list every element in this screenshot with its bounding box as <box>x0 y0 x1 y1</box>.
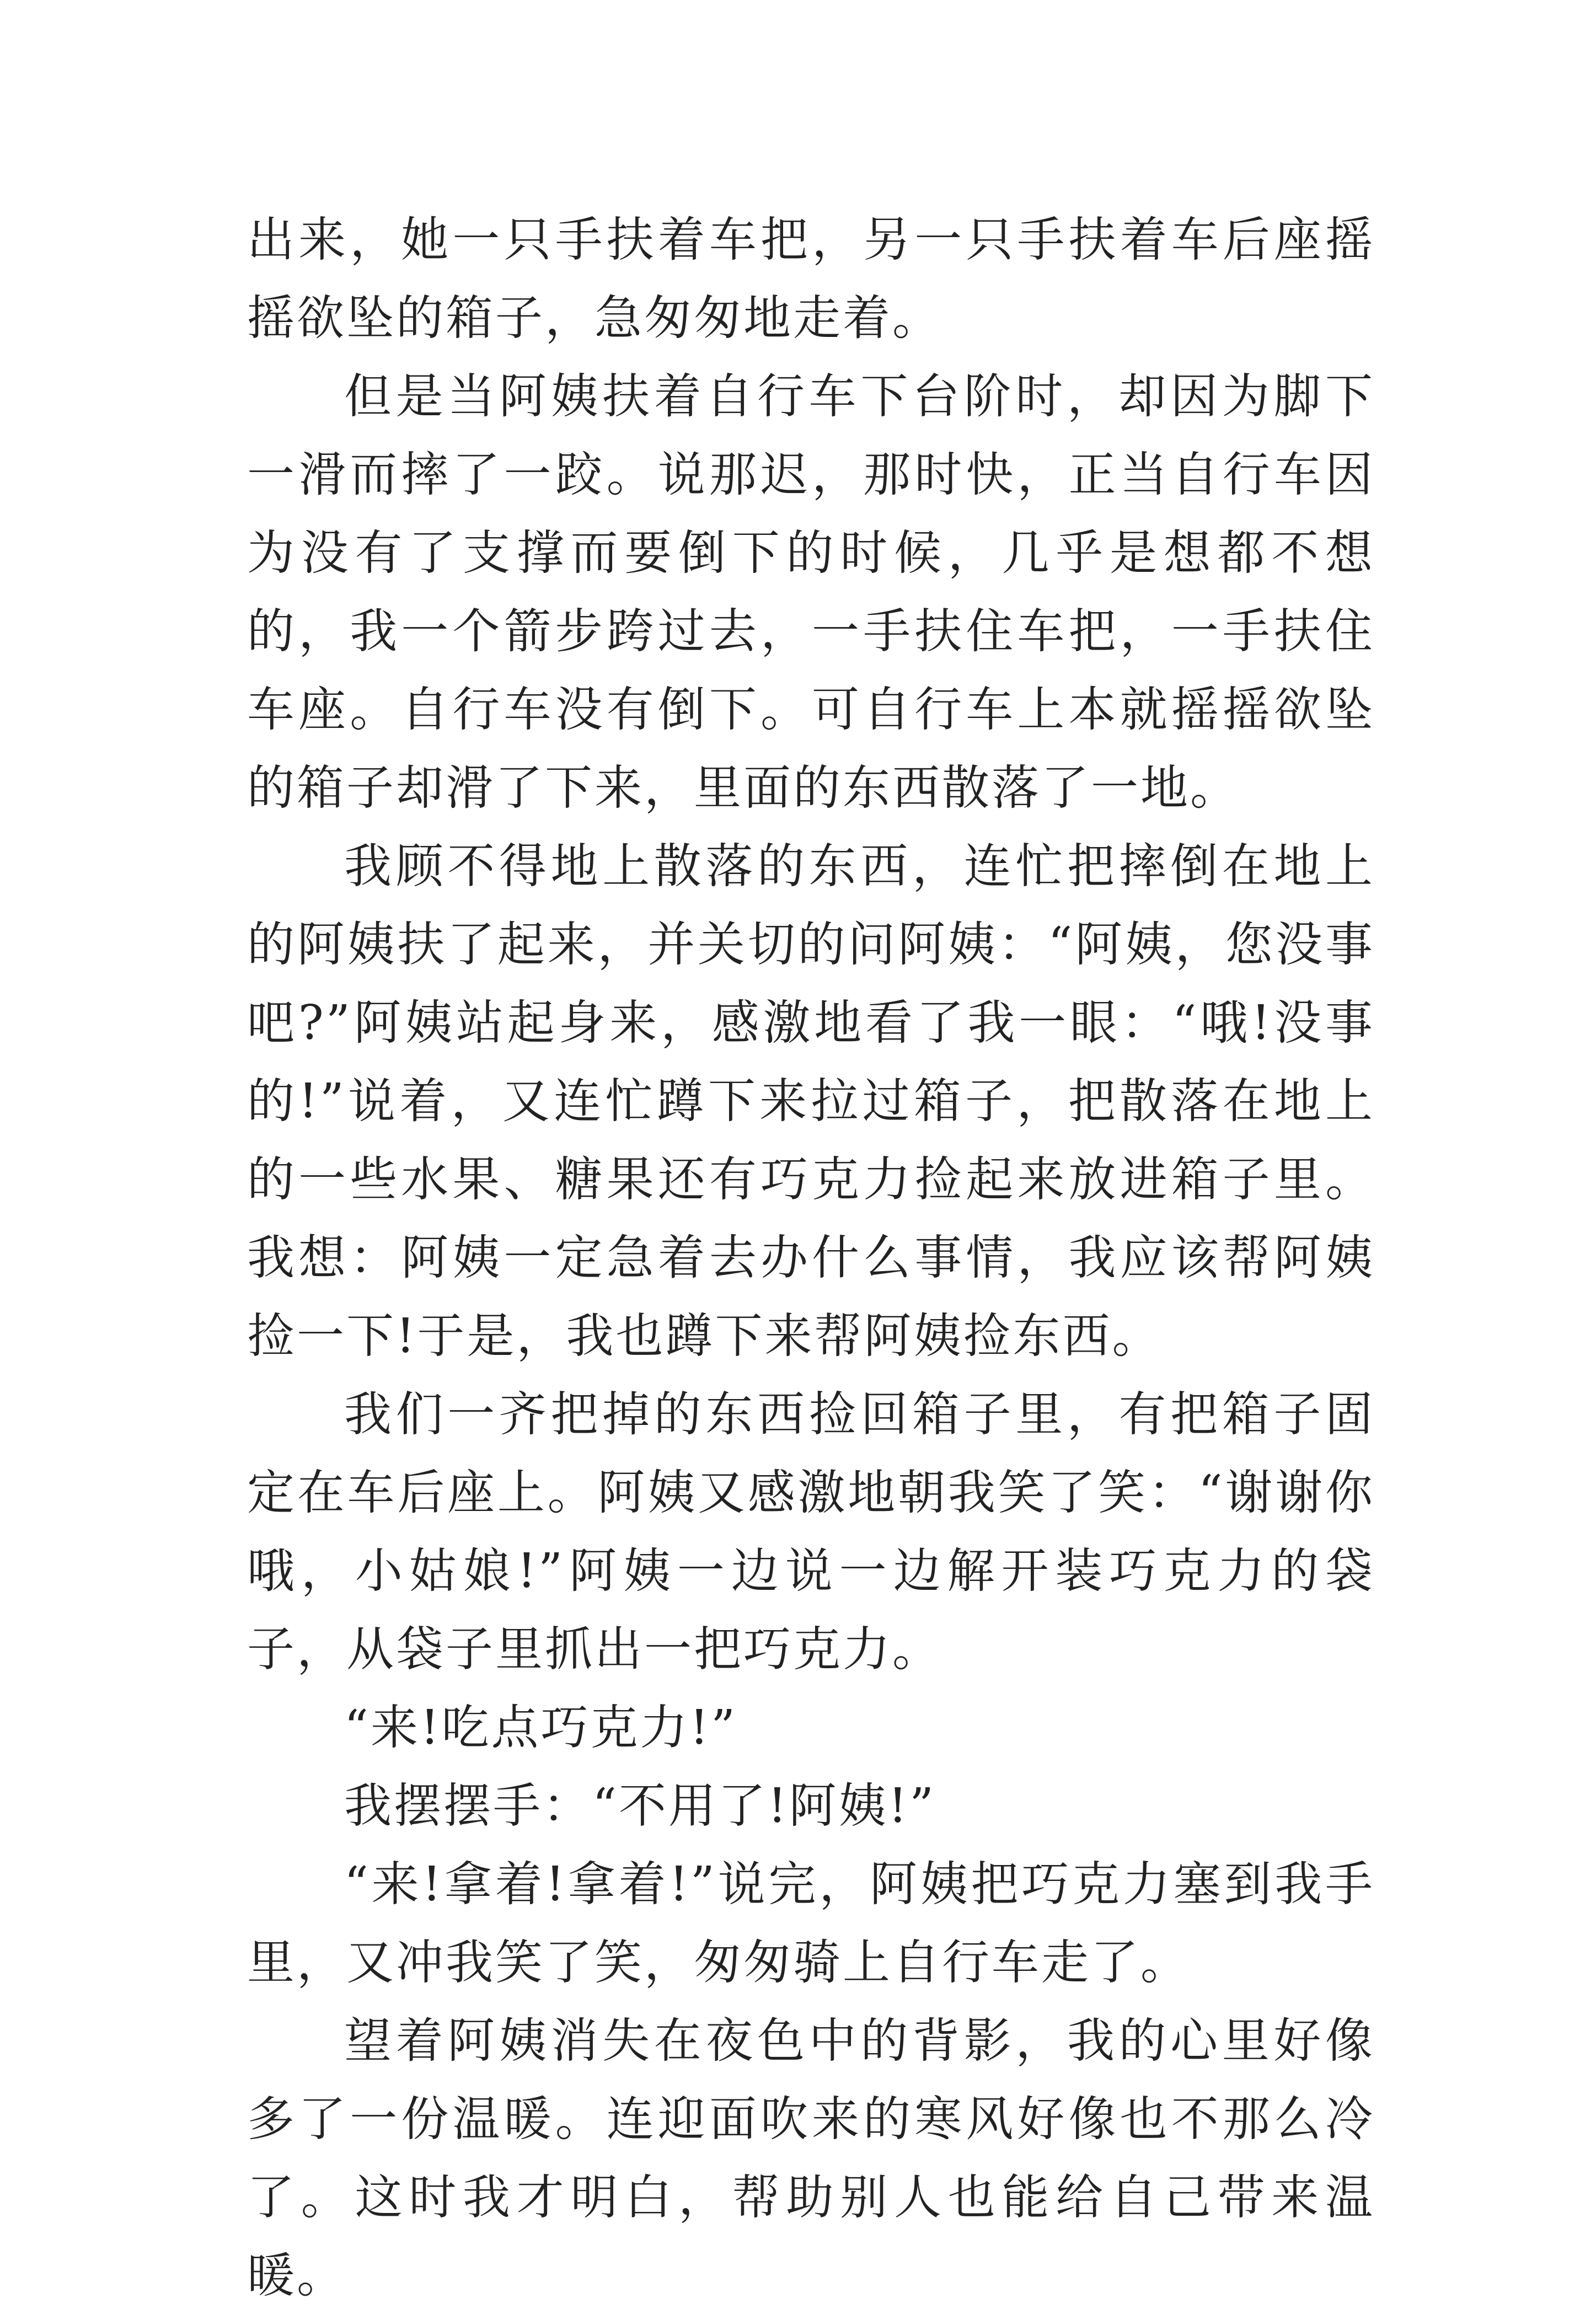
article-body <box>247 201 1375 2315</box>
paragraph-insist: “来!拿着!拿着!”说完，阿姨把巧克力塞到我手里，又冲我笑了笑，匆匆骑上自行车走了。 <box>247 1857 1375 1990</box>
paragraph-offer: “来!吃点巧克力!” <box>344 1700 738 1755</box>
paragraph-help-up: 我顾不得地上散落的东西，连忙把摔倒在地上的阿姨扶了起来，并关切的问阿姨：“阿姨，您没事吧?”阿姨站起身来，感激地看了我一眼：“哦!没事的!”说着，又连忙蹲下来拉过箱子，把散落在地上的一些水果、糖果还有巧克力捡起来放进箱子里。我想：阿姨一定急着去办什么事情，我应该帮阿姨捡一下!于是，我也蹲下来帮阿姨捡东西。 <box>247 839 1375 1364</box>
paragraph-reflection: 望着阿姨消失在夜色中的背影，我的心里好像多了一份温暖。连迎面吹来的寒风好像也不那么冷了。这时我才明白，帮助别人也能给自己带来温暖。 <box>247 2013 1375 2303</box>
paragraph-continuation: 出来，她一只手扶着车把，另一只手扶着车后座摇摇欲坠的箱子，急匆匆地走着。 <box>247 212 1375 346</box>
paragraph-gather: 我们一齐把掉的东西捡回箱子里，有把箱子固定在车后座上。阿姨又感激地朝我笑了笑：“谢谢你哦，小姑娘!”阿姨一边说一边解开装巧克力的袋子，从袋子里抓出一把巧克力。 <box>247 1387 1375 1677</box>
paragraph-fall: 但是当阿姨扶着自行车下台阶时，却因为脚下一滑而摔了一跤。说那迟，那时快，正当自行车因为没有了支撑而要倒下的时候，几乎是想都不想的，我一个箭步跨过去，一手扶住车把，一手扶住车座。自行车没有倒下。可自行车上本就摇摇欲坠的箱子却滑了下来，里面的东西散落了一地。 <box>247 369 1375 816</box>
paragraph-decline: 我摆摆手：“不用了!阿姨!” <box>344 1778 936 1834</box>
